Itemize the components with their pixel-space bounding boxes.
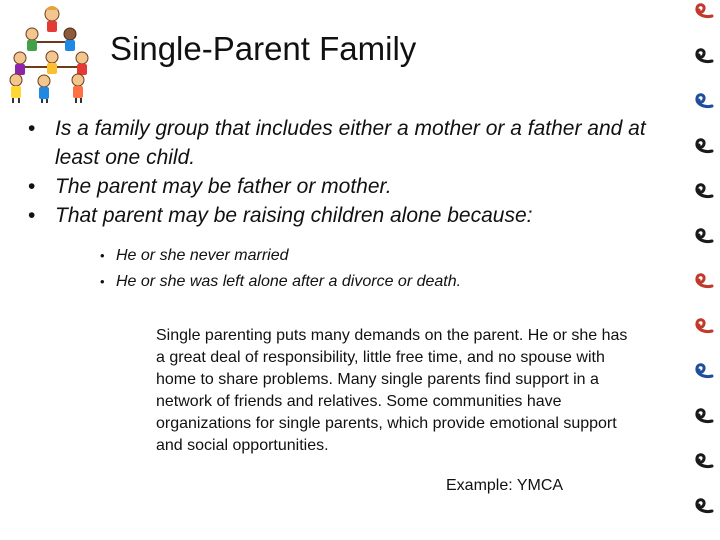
swirl-ornament — [697, 50, 712, 62]
bullet-item — [28, 114, 668, 172]
sub-bullet-text: He or she never married — [116, 247, 289, 264]
swirl-ornament — [697, 140, 712, 152]
bullet-item — [28, 201, 668, 230]
swirl-ornament — [697, 230, 712, 242]
bullet-text: Is a family group that includes either a mother or a father and at least one child. — [55, 117, 646, 169]
slide-title: Single-Parent Family — [110, 30, 417, 67]
bullet-marker: • — [28, 204, 36, 227]
swirl-ornament — [697, 5, 712, 17]
swirl-ornament — [697, 365, 712, 377]
swirl-border-icon — [690, 0, 716, 540]
swirl-ornament — [697, 410, 712, 422]
swirl-ornament — [697, 500, 712, 512]
sub-bullet-item — [100, 269, 461, 295]
example-text: Example: YMCA — [446, 477, 564, 494]
bullet-text: The parent may be father or mother. — [55, 175, 392, 198]
sub-bullet-marker: • — [100, 274, 105, 289]
children-pyramid-icon — [2, 2, 102, 104]
sub-bullet-item — [100, 243, 461, 269]
bullet-list — [28, 114, 668, 230]
bullet-item — [28, 172, 668, 201]
bullet-marker: • — [28, 175, 36, 198]
swirl-ornament — [697, 455, 712, 467]
description-paragraph: Single parenting puts many demands on the parent. He or she has a great deal of responsibility, little free time, and no spouse with home to share problems. Many single parents find support in a network of friends and relatives. Some communities have organizations for single parents, which provide emotional support and social opportunities. — [156, 327, 628, 454]
swirl-ornament — [697, 95, 712, 107]
swirl-ornament — [697, 320, 712, 332]
swirl-ornament — [697, 275, 712, 287]
swirl-ornament — [697, 185, 712, 197]
sub-bullet-marker: • — [100, 248, 105, 263]
bullet-text: That parent may be raising children alone because: — [55, 204, 533, 227]
sub-bullet-list — [100, 243, 461, 295]
sub-bullet-text: He or she was left alone after a divorce or death. — [116, 273, 462, 290]
bullet-marker: • — [28, 117, 36, 140]
